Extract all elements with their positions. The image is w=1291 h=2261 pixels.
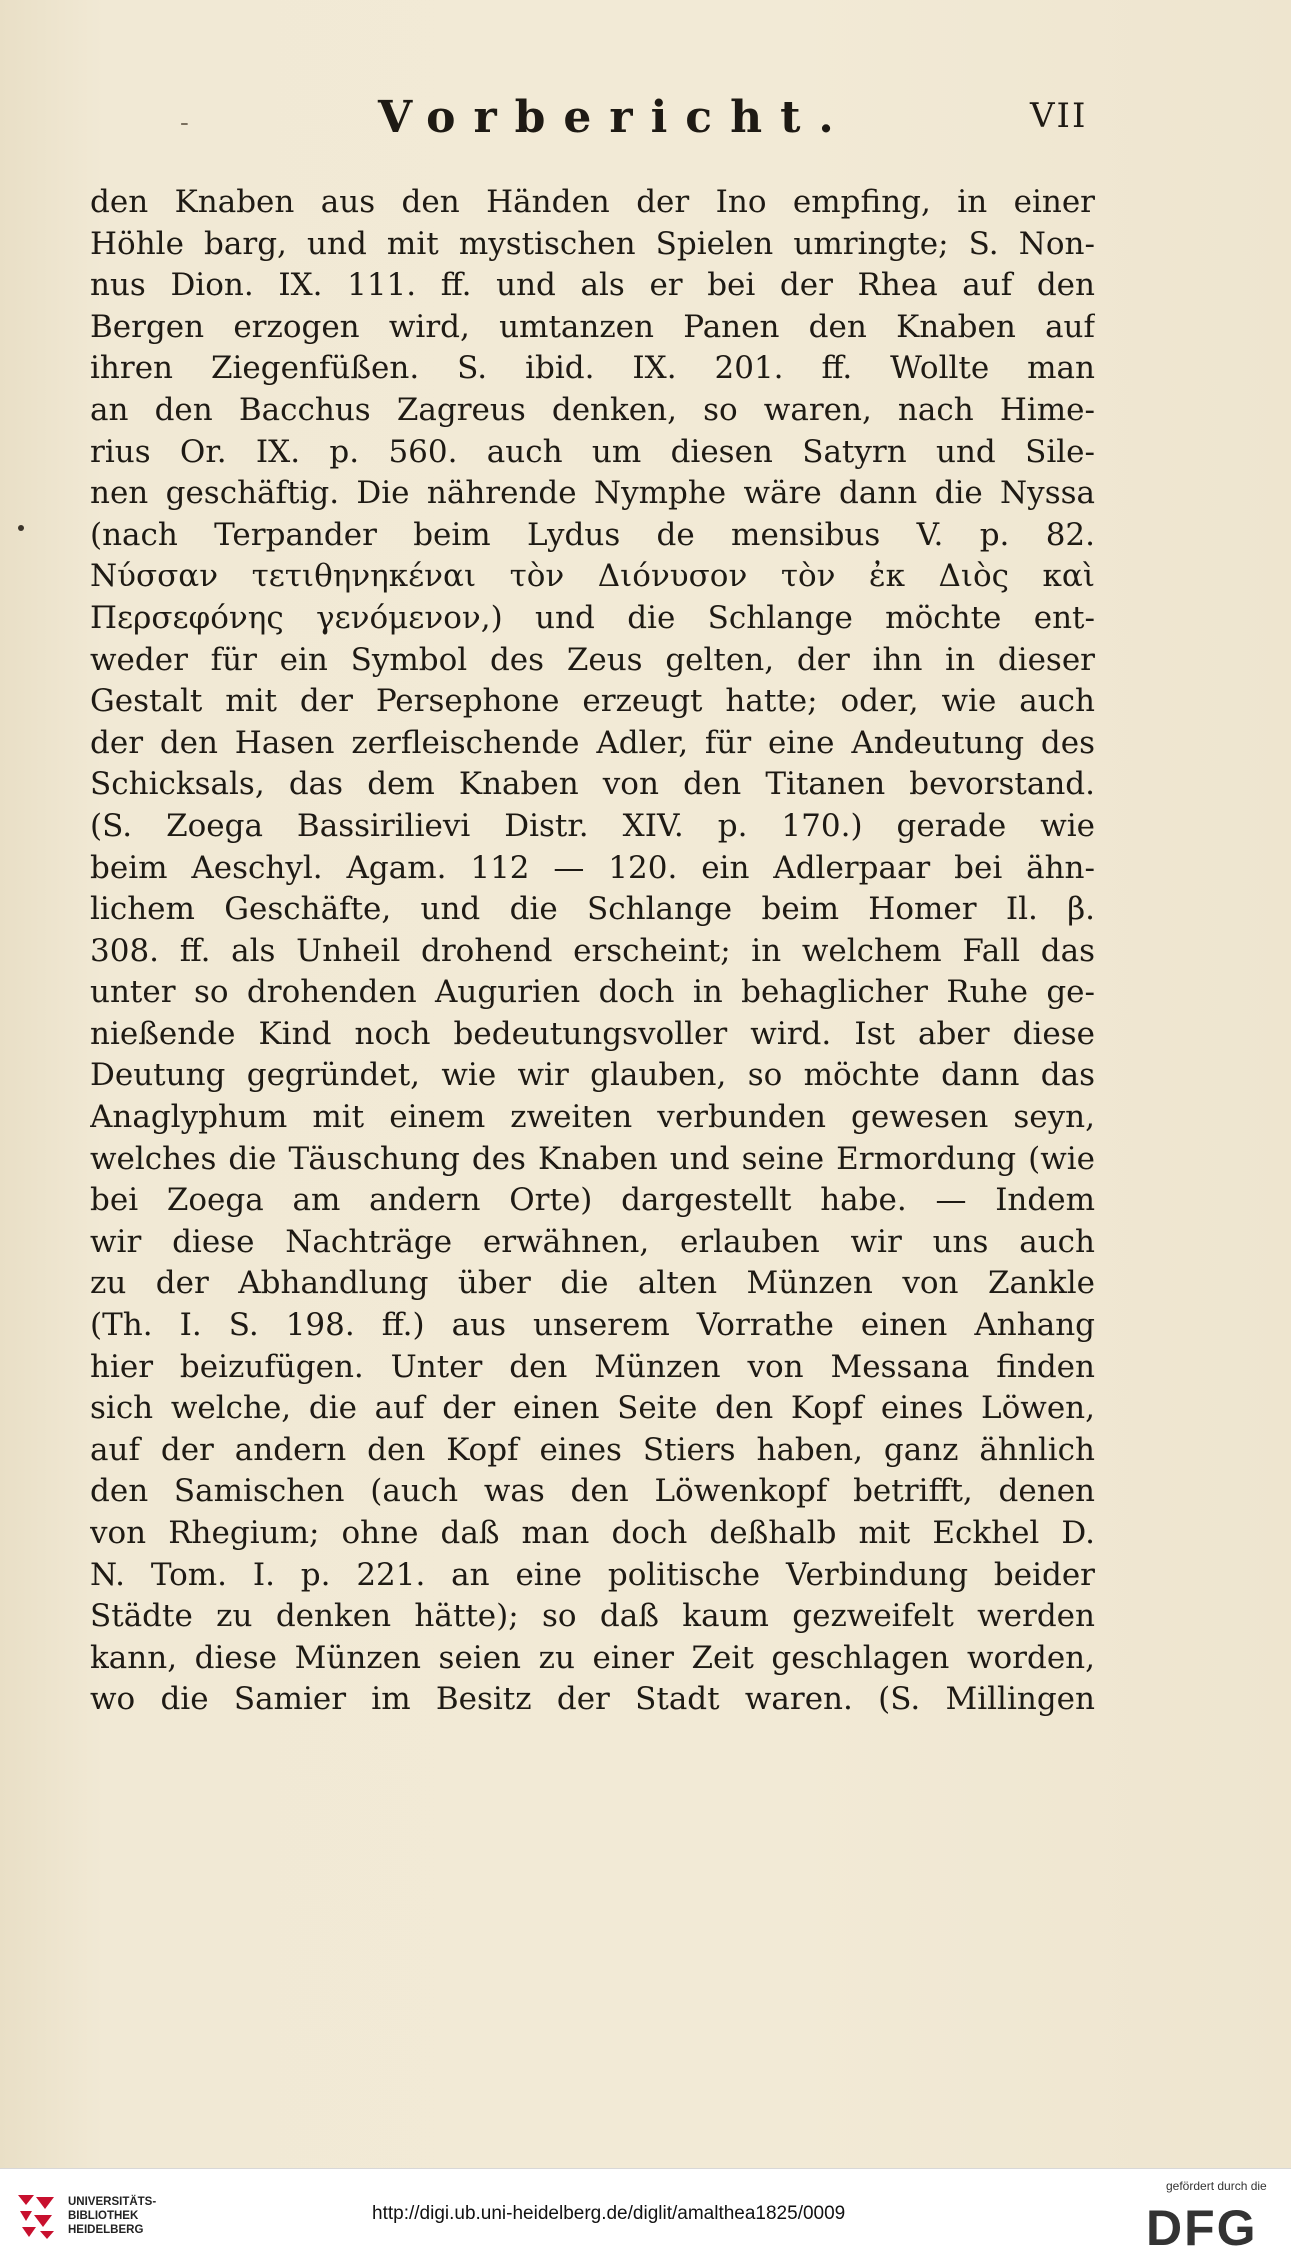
page-number: VII — [1030, 96, 1088, 136]
text-line: an den Bacchus Zagreus denken, so waren, nach Hime- — [90, 391, 1095, 428]
text-line: kann, diese Münzen seien zu einer Zeit geschlagen worden, — [90, 1639, 1095, 1676]
text-line: weder für ein Symbol des Zeus gelten, der ihn in dieser — [90, 641, 1095, 678]
text-line: ihren Ziegenfüßen. S. ibid. IX. 201. ff. Wollte man — [90, 350, 1095, 387]
text-line: nus Dion. IX. 111. ff. und als er bei der Rhea auf den — [90, 267, 1095, 304]
running-header — [0, 92, 1291, 142]
viewer-footer — [0, 2168, 1291, 2261]
text-line: beim Aeschyl. Agam. 112 — 120. ein Adlerpaar bei ähn- — [90, 849, 1095, 886]
text-line: Städte zu denken hätte); so daß kaum gezweifelt werden — [90, 1598, 1095, 1635]
library-name-line: HEIDELBERG — [68, 2224, 144, 2236]
text-line: nen geschäftig. Die nährende Nymphe wäre dann die Nyssa — [90, 475, 1095, 512]
text-line: wo die Samier im Besitz der Stadt waren. (S. Millingen — [90, 1681, 1095, 1718]
text-line: den Samischen (auch was den Löwenkopf betrifft, denen — [90, 1473, 1095, 1510]
text-line: (nach Terpander beim Lydus de mensibus V. p. 82. — [90, 516, 1095, 553]
text-line: welches die Täuschung des Knaben und seine Ermordung (wie — [90, 1140, 1095, 1177]
dfg-logo[interactable]: DFG — [1146, 2200, 1258, 2256]
permalink-url[interactable]: http://digi.ub.uni-heidelberg.de/diglit/amalthea1825/0009 — [372, 2203, 846, 2224]
text-line: wir diese Nachträge erwähnen, erlauben wir uns auch — [90, 1223, 1095, 1260]
header-dash: - — [180, 108, 189, 138]
text-line: der den Hasen zerfleischende Adler, für eine Andeutung des — [90, 724, 1095, 761]
library-name-line: UNIVERSITÄTS- — [68, 2196, 157, 2208]
text-line: unter so drohenden Augurien doch in behaglicher Ruhe ge- — [90, 974, 1095, 1011]
text-line: von Rhegium; ohne daß man doch deßhalb mit Eckhel D. — [90, 1515, 1095, 1551]
text-line: Περσεφόνης γενόμενον,) und die Schlange möchte ent- — [90, 599, 1095, 636]
text-line: Anaglyphum mit einem zweiten verbunden gewesen seyn, — [90, 1099, 1095, 1136]
text-line: Schicksals, das dem Knaben von den Titanen bevorstand. — [90, 766, 1095, 803]
text-line: den Knaben aus den Händen der Ino empfing, in einer — [90, 184, 1095, 220]
text-line: (Th. I. S. 198. ff.) aus unserem Vorrathe einen Anhang — [90, 1307, 1095, 1344]
funding-note: gefördert durch die — [1166, 2179, 1267, 2193]
page-title: Vorbericht. — [378, 92, 852, 143]
text-line: auf der andern den Kopf eines Stiers haben, ganz ähnlich — [90, 1431, 1095, 1468]
text-line: Deutung gegründet, wie wir glauben, so möchte dann das — [90, 1057, 1095, 1094]
text-line: bei Zoega am andern Orte) dargestellt habe. — Indem — [90, 1182, 1095, 1219]
body-text — [90, 182, 1095, 1721]
text-line: Bergen erzogen wird, umtanzen Panen den Knaben auf — [90, 308, 1095, 345]
text-line: (S. Zoega Bassirilievi Distr. XIV. p. 170.) gerade wie — [90, 807, 1095, 844]
text-line: rius Or. IX. p. 560. auch um diesen Satyrn und Sile- — [90, 433, 1095, 470]
text-line: lichem Geschäfte, und die Schlange beim Homer Il. β. — [90, 891, 1095, 928]
university-library-logo-icon[interactable] — [14, 2191, 58, 2241]
margin-mark — [18, 525, 24, 531]
text-line: sich welche, die auf der einen Seite den Kopf eines Löwen, — [90, 1390, 1095, 1427]
text-line: Gestalt mit der Persephone erzeugt hatte; oder, wie auch — [90, 683, 1095, 720]
text-line: 308. ff. als Unheil drohend erscheint; in welchem Fall das — [90, 932, 1095, 969]
text-line: hier beizufügen. Unter den Münzen von Messana finden — [90, 1348, 1095, 1385]
library-name-line: BIBLIOTHEK — [68, 2210, 139, 2222]
text-line: N. Tom. I. p. 221. an eine politische Verbindung beider — [90, 1556, 1095, 1593]
library-name — [68, 2195, 156, 2237]
text-line: zu der Abhandlung über die alten Münzen von Zankle — [90, 1265, 1095, 1302]
text-line: Höhle barg, und mit mystischen Spielen umringte; S. Non- — [90, 225, 1095, 262]
text-line: nießende Kind noch bedeutungsvoller wird. Ist aber diese — [90, 1015, 1095, 1052]
text-line: Νύσσαν τετιθηνηκέναι τὸν Διόνυσον τὸν ἐκ Διὸς καὶ — [90, 558, 1095, 595]
